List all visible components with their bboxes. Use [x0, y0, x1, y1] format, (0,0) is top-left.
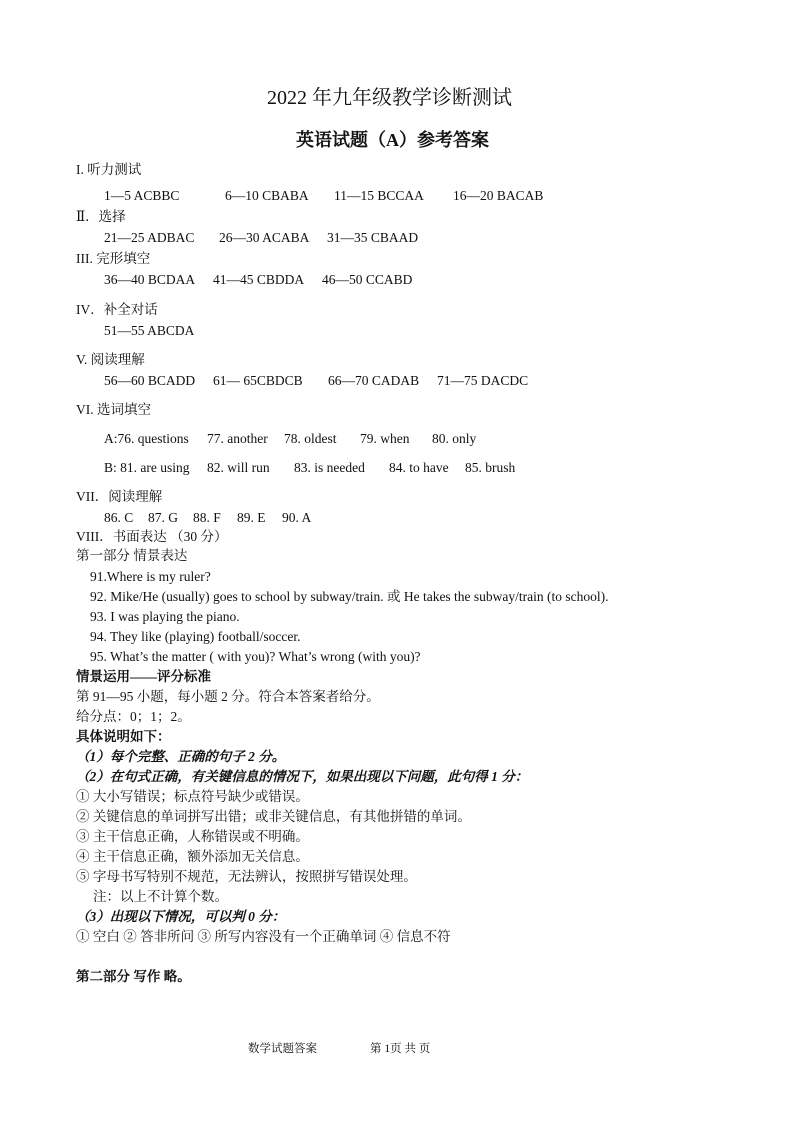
scoring-line: 给分点：0；1；2。 [76, 709, 191, 724]
scoring-heading: 情景运用——评分标准 [76, 669, 211, 684]
zero-cases: ① 空白 ② 答非所问 ③ 所写内容没有一个正确单词 ④ 信息不符 [76, 929, 451, 944]
fill-answer: 84. to have [389, 460, 449, 475]
answer-94: 94. They like (playing) football/soccer. [90, 629, 301, 644]
section-4-heading: IV．补全对话 [76, 302, 158, 317]
fill-answer: 78. oldest [284, 431, 337, 446]
fill-answer: 77. another [207, 431, 268, 446]
rule-3: （3）出现以下情况，可以判 0 分： [76, 909, 286, 924]
rule-item: ⑤ 字母书写特别不规范，无法辨认，按照拼写错误处理。 [76, 869, 417, 884]
fill-answer: 79. when [360, 431, 410, 446]
fill-answer: A:76. questions [104, 431, 189, 446]
rule-1: （1）每个完整、正确的句子 2 分。 [76, 749, 286, 764]
section-3-heading: III. 完形填空 [76, 251, 151, 266]
answer-group: 66—70 CADAB [328, 373, 420, 388]
section-8-heading: VIII．书面表达 （30 分） [76, 529, 228, 544]
answer-group: 1—5 ACBBC [104, 188, 180, 203]
answer-item: 86. C [104, 510, 134, 525]
section-1-heading: I. 听力测试 [76, 162, 142, 177]
rule-item: ① 大小写错误；标点符号缺少或错误。 [76, 789, 309, 804]
answer-group: 6—10 CBABA [225, 188, 309, 203]
answer-item: 90. A [282, 510, 312, 525]
answer-group: 31—35 CBAAD [327, 230, 419, 245]
page-title: 2022 年九年级教学诊断测试 [267, 87, 512, 109]
footer-page: 第 1页 共 页 [370, 1043, 431, 1055]
section-5-heading: V. 阅读理解 [76, 352, 145, 367]
answer-group: 16—20 BACAB [453, 188, 544, 203]
answer-group: 26—30 ACABA [219, 230, 310, 245]
rule-note: 注：以上不计算个数。 [93, 889, 228, 904]
answer-group: 36—40 BCDAA [104, 272, 196, 287]
fill-answer: 83. is needed [294, 460, 365, 475]
footer-title: 数学试题答案 [248, 1043, 317, 1055]
part-2-heading: 第二部分 写作 略。 [76, 969, 191, 984]
section-7-heading: VII．阅读理解 [76, 489, 163, 504]
answer-item: 87. G [148, 510, 178, 525]
answer-group: 61— 65CBDCB [213, 373, 303, 388]
rule-item: ③ 主干信息正确，人称错误或不明确。 [76, 829, 309, 844]
answer-group: 11—15 BCCAA [334, 188, 424, 203]
fill-answer: 85. brush [465, 460, 516, 475]
scoring-line: 第 91—95 小题，每小题 2 分。符合本答案者给分。 [76, 689, 380, 704]
detail-heading: 具体说明如下： [76, 729, 171, 744]
answer-group: 71—75 DACDC [437, 373, 529, 388]
rule-item: ② 关键信息的单词拼写出错；或非关键信息，有其他拼错的单词。 [76, 809, 471, 824]
answer-group: 41—45 CBDDA [213, 272, 305, 287]
rule-item: ④ 主干信息正确，额外添加无关信息。 [76, 849, 309, 864]
fill-answer: 80. only [432, 431, 477, 446]
answer-92: 92. Mike/He (usually) goes to school by subway/train. 或 He takes the subway/train (to school). [90, 589, 609, 604]
page-subtitle: 英语试题（A）参考答案 [296, 130, 489, 150]
answer-group: 21—25 ADBAC [104, 230, 195, 245]
answer-item: 88. F [193, 510, 221, 525]
answer-group: 56—60 BCADD [104, 373, 196, 388]
fill-answer: B: 81. are using [104, 460, 190, 475]
answer-91: 91.Where is my ruler? [90, 569, 211, 584]
fill-answer: 82. will run [207, 460, 270, 475]
answer-93: 93. I was playing the piano. [90, 609, 240, 624]
rule-2: （2）在句式正确，有关键信息的情况下，如果出现以下问题，此句得 1 分： [76, 769, 529, 784]
section-6-heading: VI. 选词填空 [76, 402, 151, 417]
answer-item: 89. E [237, 510, 266, 525]
answer-95: 95. What’s the matter ( with you)? What’s wrong (with you)? [90, 649, 421, 664]
part-1-heading: 第一部分 情景表达 [76, 548, 188, 563]
section-2-heading: Ⅱ．选择 [76, 209, 126, 224]
answer-group: 46—50 CCABD [322, 272, 413, 287]
answer-group: 51—55 ABCDA [104, 323, 195, 338]
